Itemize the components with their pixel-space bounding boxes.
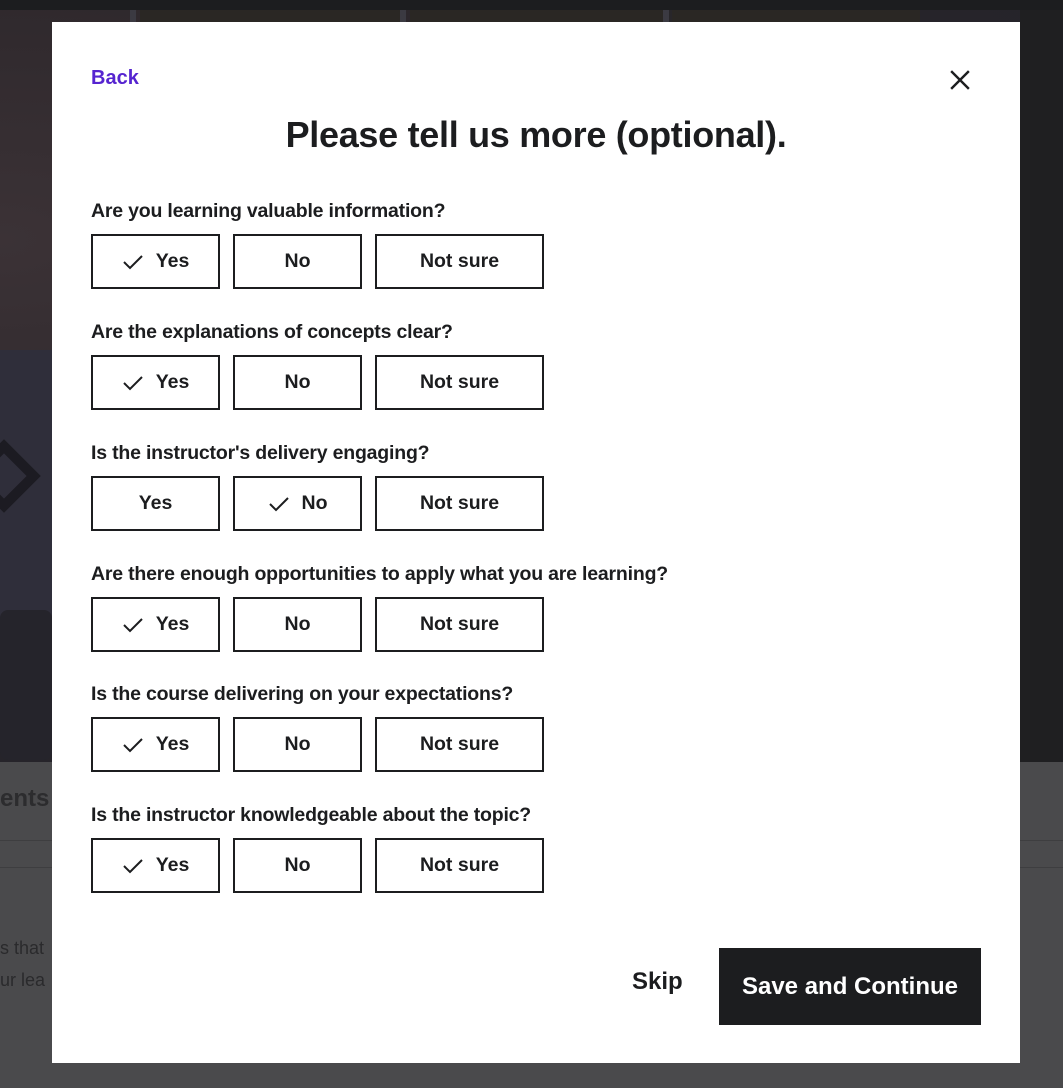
option-label: Not sure bbox=[419, 492, 500, 514]
option-yes[interactable] bbox=[91, 476, 220, 531]
option-not-sure[interactable] bbox=[375, 355, 544, 410]
background-text: ur lea bbox=[0, 970, 46, 990]
option-not-sure[interactable] bbox=[375, 476, 544, 531]
option-yes-selected[interactable] bbox=[91, 838, 220, 893]
question-label: Is the instructor knowledgeable about the topic? bbox=[91, 804, 532, 826]
question-group bbox=[91, 802, 971, 876]
option-no[interactable] bbox=[233, 234, 362, 289]
option-yes-selected[interactable] bbox=[91, 234, 220, 289]
skip-button[interactable]: Skip bbox=[632, 968, 683, 995]
option-label: No bbox=[284, 854, 311, 876]
question-label: Are you learning valuable information? bbox=[91, 200, 446, 222]
checkmark-icon bbox=[122, 857, 144, 875]
option-yes-selected[interactable] bbox=[91, 717, 220, 772]
modal-title: Please tell us more (optional). bbox=[285, 114, 787, 155]
question-group bbox=[91, 319, 971, 393]
question-label: Is the instructor's delivery engaging? bbox=[91, 442, 430, 464]
back-link[interactable]: Back bbox=[91, 67, 139, 89]
top-bar bbox=[0, 0, 1063, 10]
option-label: No bbox=[284, 250, 311, 272]
option-label: Not sure bbox=[419, 613, 500, 635]
option-yes-selected[interactable] bbox=[91, 355, 220, 410]
option-no[interactable] bbox=[233, 597, 362, 652]
question-group bbox=[91, 440, 971, 514]
feedback-modal bbox=[52, 22, 1020, 1063]
background-text: s that bbox=[0, 938, 45, 958]
checkmark-icon bbox=[122, 253, 144, 271]
question-group bbox=[91, 561, 971, 635]
option-yes-selected[interactable] bbox=[91, 597, 220, 652]
close-button[interactable] bbox=[948, 68, 972, 92]
option-no-selected[interactable] bbox=[233, 476, 362, 531]
option-no[interactable] bbox=[233, 717, 362, 772]
checkmark-icon bbox=[268, 495, 290, 513]
option-label: Not sure bbox=[419, 371, 500, 393]
question-group bbox=[91, 681, 971, 755]
option-label: Not sure bbox=[419, 854, 500, 876]
question-label: Are there enough opportunities to apply what you are learning? bbox=[91, 563, 668, 585]
option-label: No bbox=[284, 371, 311, 393]
option-not-sure[interactable] bbox=[375, 597, 544, 652]
option-label: Yes bbox=[155, 371, 190, 393]
option-label: Yes bbox=[155, 733, 190, 755]
checkmark-icon bbox=[122, 736, 144, 754]
option-label: Yes bbox=[155, 250, 190, 272]
question-group bbox=[91, 198, 971, 272]
background-tab-label: ents bbox=[0, 785, 50, 812]
option-label: Yes bbox=[155, 854, 190, 876]
option-no[interactable] bbox=[233, 355, 362, 410]
option-no[interactable] bbox=[233, 838, 362, 893]
question-label: Is the course delivering on your expectations? bbox=[91, 683, 514, 705]
option-not-sure[interactable] bbox=[375, 838, 544, 893]
option-label: Not sure bbox=[419, 733, 500, 755]
option-not-sure[interactable] bbox=[375, 717, 544, 772]
option-label: Yes bbox=[138, 492, 173, 514]
video-frame-mug bbox=[0, 610, 52, 760]
option-label: Yes bbox=[155, 613, 190, 635]
option-label: Not sure bbox=[419, 250, 500, 272]
save-and-continue-button[interactable]: Save and Continue bbox=[719, 948, 981, 1025]
option-label: No bbox=[301, 492, 328, 514]
checkmark-icon bbox=[122, 374, 144, 392]
option-label: No bbox=[284, 733, 311, 755]
close-icon bbox=[948, 68, 972, 92]
checkmark-icon bbox=[122, 616, 144, 634]
option-not-sure[interactable] bbox=[375, 234, 544, 289]
option-label: No bbox=[284, 613, 311, 635]
question-label: Are the explanations of concepts clear? bbox=[91, 321, 453, 343]
